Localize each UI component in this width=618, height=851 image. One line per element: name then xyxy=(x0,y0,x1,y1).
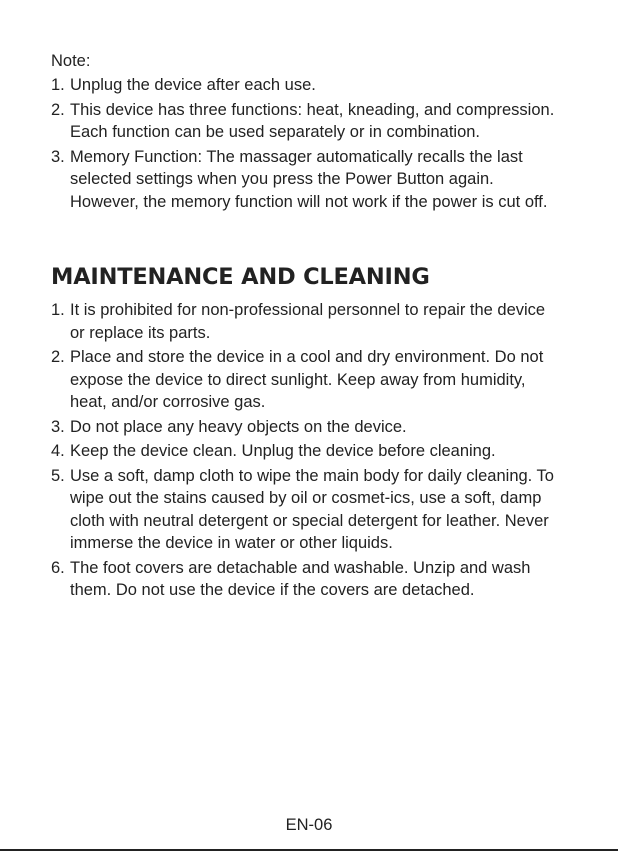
list-number: 3. xyxy=(51,147,65,166)
list-item-text: The foot covers are detachable and washable. Unzip and wash them. Do not use the device if the covers are detached. xyxy=(70,558,531,599)
list-number: 5. xyxy=(51,466,65,485)
list-number: 1. xyxy=(51,76,65,94)
list-item-text: Use a soft, damp cloth to wipe the main body for daily cleaning. To wipe out the stains caused by oil or cosmet-ics, use a soft, damp cloth with neutral detergent or special detergent for leather. Never immerse the device in water or other liquids. xyxy=(70,466,554,552)
maintenance-item-1 xyxy=(51,299,563,344)
list-number: 4. xyxy=(51,442,65,460)
list-number: 6. xyxy=(51,558,65,577)
list-number: 2. xyxy=(51,100,65,119)
maintenance-item-6 xyxy=(51,557,563,602)
manual-page xyxy=(51,50,563,604)
list-item-text: Unplug the device after each use. xyxy=(70,76,316,94)
maintenance-item-2 xyxy=(51,346,563,414)
list-item-text: Do not place any heavy objects on the device. xyxy=(70,417,407,436)
list-item-text: This device has three functions: heat, kneading, and compression. Each function can be used separately or in combination. xyxy=(70,100,555,141)
list-number: 1. xyxy=(51,301,65,319)
maintenance-item-5 xyxy=(51,465,563,555)
list-number: 3. xyxy=(51,417,65,436)
note-heading: Note: xyxy=(51,52,91,70)
section-heading: MAINTENANCE AND CLEANING xyxy=(51,264,430,290)
maintenance-item-4 xyxy=(51,440,563,463)
list-item-text: Keep the device clean. Unplug the device before cleaning. xyxy=(70,442,496,460)
list-item-text: It is prohibited for non-professional personnel to repair the device or replace its parts. xyxy=(70,301,546,342)
page-number: EN-06 xyxy=(285,816,333,834)
note-list xyxy=(51,74,563,213)
maintenance-item-3 xyxy=(51,416,563,439)
note-item-1 xyxy=(51,74,563,97)
list-number: 2. xyxy=(51,348,65,366)
maintenance-list xyxy=(51,299,563,602)
note-item-2 xyxy=(51,99,563,144)
list-item-text: Place and store the device in a cool and dry environment. Do not expose the device to direct sunlight. Keep away from humidity, heat, and/or corrosive gas. xyxy=(70,348,544,411)
note-item-3 xyxy=(51,146,563,214)
list-item-text: Memory Function: The massager automatically recalls the last selected settings when you press the Power Button again. However, the memory function will not work if the power is cut off. xyxy=(70,147,548,211)
